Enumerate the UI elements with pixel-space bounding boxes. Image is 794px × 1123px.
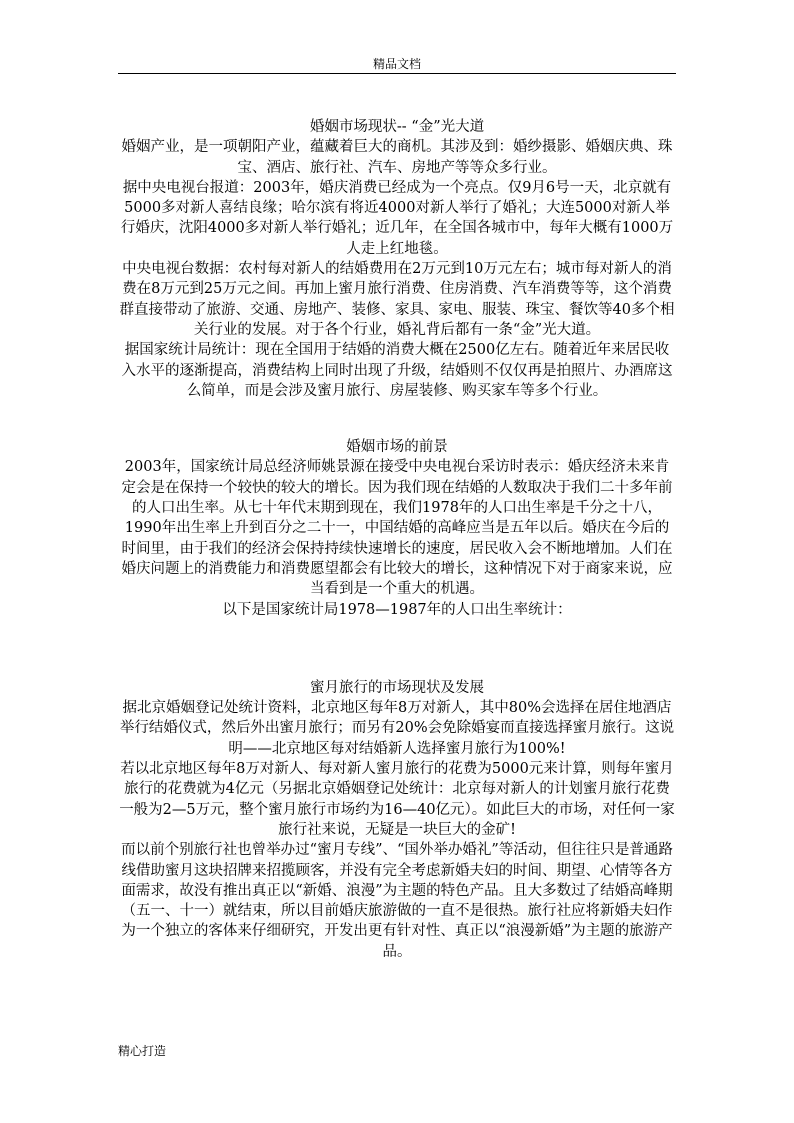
paragraph: 中央电视台数据：农村每对新人的结婚费用在2万元到10万元左右；城市每对新人的消费在8万元到25万元之间。再加上蜜月旅行消费、住房消费、汽车消费等等，这个消费群直接带动了旅游、交通、房地产、装修、家具、家电、服装、珠宝、餐饮等40多个相关行业的发展。对于各个行业，婚礼背后都有一条“金”光大道。	[119, 261, 675, 338]
section-honeymoon-travel	[118, 678, 676, 962]
paragraph: 以下是国家统计局1978—1987年的人口出生率统计：	[222, 601, 572, 618]
section-title: 婚姻市场现状-- “金”光大道	[309, 119, 485, 135]
page-footer: 精心打造	[118, 1044, 167, 1058]
section-title: 婚姻市场的前景	[346, 439, 448, 456]
paragraph: 据中央电视台报道：2003年，婚庆消费已经成为一个亮点。仅9月6号一天，北京就有5000多对新人喜结良缘；哈尔滨有将近4000对新人举行了婚礼；大连5000对新人举行婚庆，沈阳4000多对新人举行婚礼；近几年，在全国各城市中，每年大概有1000万人走上红地毯。	[120, 179, 674, 257]
paragraph: 2003年，国家统计局总经济师姚景源在接受中央电视台采访时表示：婚庆经济未来肯定会是在保持一个较快的较大的增长。因为我们现在结婚的人数取决于我们二十多年前的人口出生率。从七十年代末期到现在，我们1978年的人口出生率是千分之十八，1990年出生率上升到百分之二十一，中国结婚的高峰应当是五年以后。婚庆在今后的时间里，由于我们的经济会保持持续快速增长的速度，居民收入会不断地增加。人们在婚庆问题上的消费能力和消费愿望都会有比较大的增长，这种情况下对于商家来说，应当看到是一个重大的机遇。	[121, 459, 673, 598]
paragraph: 婚姻产业，是一项朝阳产业，蕴藏着巨大的商机。其涉及到：婚纱摄影、婚姻庆典、珠宝、酒店、旅行社、汽车、房地产等等众多行业。	[121, 139, 673, 176]
section-title: 蜜月旅行的市场现状及发展	[310, 679, 484, 696]
paragraph: 若以北京地区每年8万对新人、每对新人蜜月旅行的花费为5000元来计算，则每年蜜月旅行的花费就为4亿元（另据北京婚姻登记处统计：北京每对新人的计划蜜月旅行花费一般为2—5万元，整个蜜月旅行市场约为16—40亿元）。如此巨大的市场，对任何一家旅行社来说，无疑是一块巨大的金矿!	[119, 761, 675, 838]
paragraph: 而以前个别旅行社也曾举办过“蜜月专线”、“国外举办婚礼”等活动，但往往只是普通路线借助蜜月这块招牌来招揽顾客，并没有完全考虑新婚夫妇的时间、期望、心情等各方面需求，故没有推出真正以“新婚、浪漫”为主题的特色产品。且大多数过了结婚高峰期（五一、十一）就结束，所以目前婚庆旅游做的一直不是很热。旅行社应将新婚夫妇作为一个独立的客体来仔细研究，开发出更有针对性、真正以“浪漫新婚”为主题的旅游产品。	[121, 842, 673, 960]
section-spacer	[118, 620, 676, 678]
section-market-prospect	[118, 437, 676, 620]
page-header: 精品文档	[372, 57, 421, 71]
document-body	[118, 117, 676, 962]
section-spacer	[118, 401, 676, 437]
section-market-status	[118, 117, 676, 401]
header-divider	[118, 73, 676, 74]
paragraph: 据北京婚姻登记处统计资料，北京地区每年8万对新人，其中80%会选择在居住地酒店举行结婚仪式，然后外出蜜月旅行；而另有20%会免除婚宴而直接选择蜜月旅行。这说明——北京地区每对结婚新人选择蜜月旅行为100%!	[119, 700, 675, 757]
paragraph: 据国家统计局统计：现在全国用于结婚的消费大概在2500亿左右。随着近年来居民收入水平的逐渐提高，消费结构上同时出现了升级，结婚则不仅仅再是拍照片、办酒席这么简单，而是会涉及蜜月旅行、房屋装修、购买家车等多个行业。	[121, 342, 673, 399]
